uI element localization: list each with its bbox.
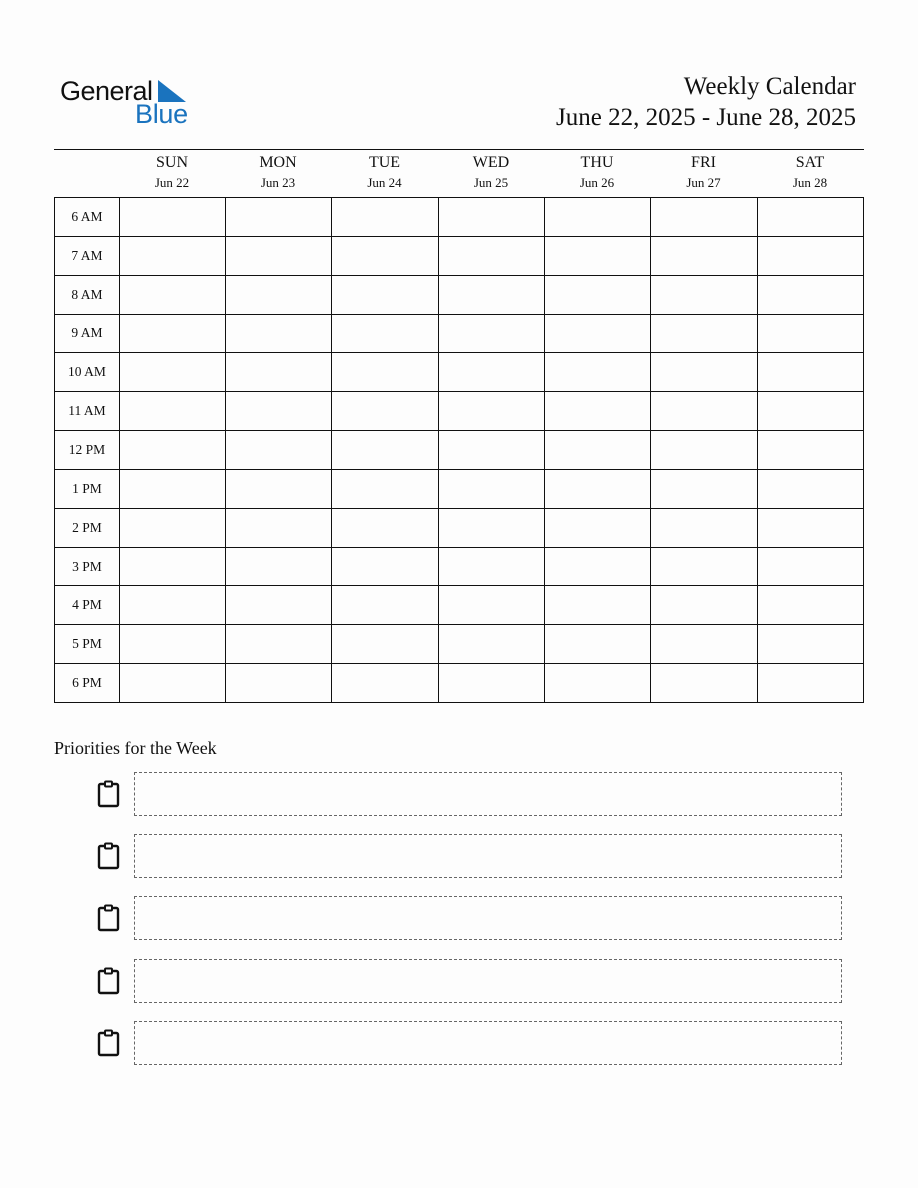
day-header-wed — [438, 152, 544, 196]
day-header-sat — [757, 152, 863, 196]
calendar-cell-tue[interactable] — [332, 392, 439, 431]
calendar-cell-thu[interactable] — [545, 353, 651, 392]
time-label: 1 PM — [55, 469, 120, 508]
calendar-cell-thu[interactable] — [545, 275, 651, 314]
time-row — [55, 275, 864, 314]
calendar-cell-sat[interactable] — [758, 236, 864, 275]
calendar-cell-fri[interactable] — [651, 314, 758, 353]
time-row — [55, 508, 864, 547]
calendar-cell-sun[interactable] — [120, 392, 226, 431]
calendar-cell-wed[interactable] — [439, 586, 545, 625]
calendar-cell-wed[interactable] — [439, 625, 545, 664]
calendar-grid — [54, 197, 864, 703]
calendar-cell-wed[interactable] — [439, 392, 545, 431]
time-label: 8 AM — [55, 275, 120, 314]
time-row — [55, 431, 864, 470]
calendar-cell-sun[interactable] — [120, 625, 226, 664]
day-header-fri — [650, 152, 757, 196]
calendar-cell-wed[interactable] — [439, 198, 545, 237]
calendar-cell-sat[interactable] — [758, 625, 864, 664]
calendar-cell-mon[interactable] — [226, 625, 332, 664]
logo-text-general: General — [60, 76, 153, 106]
header — [556, 72, 856, 134]
calendar-cell-wed[interactable] — [439, 314, 545, 353]
calendar-cell-sat[interactable] — [758, 353, 864, 392]
calendar-cell-sun[interactable] — [120, 547, 226, 586]
time-label: 11 AM — [55, 392, 120, 431]
header-divider — [54, 149, 864, 150]
time-row — [55, 198, 864, 237]
calendar-cell-fri[interactable] — [651, 431, 758, 470]
priority-input[interactable] — [134, 834, 842, 878]
date-range: June 22, 2025 - June 28, 2025 — [556, 104, 856, 131]
calendar-cell-tue[interactable] — [332, 469, 439, 508]
calendar-cell-tue[interactable] — [332, 236, 439, 275]
calendar-cell-mon[interactable] — [226, 469, 332, 508]
calendar-cell-fri[interactable] — [651, 469, 758, 508]
calendar-cell-fri[interactable] — [651, 392, 758, 431]
time-label: 4 PM — [55, 586, 120, 625]
clipboard-icon — [96, 1029, 122, 1057]
priority-item — [96, 959, 842, 1003]
day-name: SUN — [155, 154, 188, 171]
day-name: THU — [580, 154, 614, 171]
priority-input[interactable] — [134, 1021, 842, 1065]
calendar-cell-sat[interactable] — [758, 469, 864, 508]
calendar-cell-wed[interactable] — [439, 431, 545, 470]
calendar-cell-sun[interactable] — [120, 469, 226, 508]
calendar-cell-wed[interactable] — [439, 236, 545, 275]
calendar-cell-mon[interactable] — [226, 431, 332, 470]
time-row — [55, 392, 864, 431]
calendar-cell-sun[interactable] — [120, 586, 226, 625]
time-label: 6 PM — [55, 664, 120, 703]
calendar-cell-thu[interactable] — [545, 664, 651, 703]
calendar-cell-tue[interactable] — [332, 198, 439, 237]
calendar-cell-thu[interactable] — [545, 469, 651, 508]
calendar-cell-wed[interactable] — [439, 508, 545, 547]
time-row — [55, 625, 864, 664]
calendar-cell-thu[interactable] — [545, 236, 651, 275]
day-date: Jun 25 — [473, 175, 509, 190]
clipboard-icon — [96, 780, 122, 808]
calendar-cell-sun[interactable] — [120, 314, 226, 353]
priority-input[interactable] — [134, 896, 842, 940]
page-title: Weekly Calendar — [683, 73, 856, 100]
priority-item — [96, 1021, 842, 1065]
day-name: WED — [472, 154, 510, 171]
calendar-cell-thu[interactable] — [545, 586, 651, 625]
calendar-cell-thu[interactable] — [545, 547, 651, 586]
priority-item — [96, 772, 842, 816]
calendar-cell-mon[interactable] — [226, 547, 332, 586]
day-date: Jun 26 — [579, 175, 615, 190]
priority-input[interactable] — [134, 772, 842, 816]
calendar-cell-sat[interactable] — [758, 392, 864, 431]
calendar-cell-tue[interactable] — [332, 508, 439, 547]
calendar-cell-tue[interactable] — [332, 625, 439, 664]
time-label: 12 PM — [55, 431, 120, 470]
calendar-cell-mon[interactable] — [226, 275, 332, 314]
calendar-cell-mon[interactable] — [226, 664, 332, 703]
calendar-cell-fri[interactable] — [651, 275, 758, 314]
calendar-cell-tue[interactable] — [332, 314, 439, 353]
calendar-cell-mon[interactable] — [226, 586, 332, 625]
calendar-cell-sun[interactable] — [120, 353, 226, 392]
time-label: 3 PM — [55, 547, 120, 586]
calendar-cell-thu[interactable] — [545, 508, 651, 547]
calendar-cell-sun[interactable] — [120, 275, 226, 314]
calendar-cell-tue[interactable] — [332, 664, 439, 703]
priority-item — [96, 834, 842, 878]
calendar-cell-fri[interactable] — [651, 198, 758, 237]
calendar-cell-sun[interactable] — [120, 431, 226, 470]
logo-text-blue: Blue — [135, 99, 188, 129]
day-date: Jun 24 — [367, 175, 402, 190]
priority-input[interactable] — [134, 959, 842, 1003]
day-header-mon — [225, 152, 331, 196]
calendar-cell-tue[interactable] — [332, 547, 439, 586]
time-row — [55, 469, 864, 508]
time-label: 9 AM — [55, 314, 120, 353]
calendar-cell-fri[interactable] — [651, 664, 758, 703]
time-row — [55, 236, 864, 275]
calendar-cell-sun[interactable] — [120, 236, 226, 275]
day-name: MON — [259, 154, 297, 171]
time-row — [55, 586, 864, 625]
day-date: Jun 27 — [686, 175, 721, 190]
priorities-title: Priorities for the Week — [54, 738, 217, 758]
day-date: Jun 23 — [260, 175, 296, 190]
day-name: SAT — [795, 154, 825, 171]
calendar-cell-thu[interactable] — [545, 625, 651, 664]
calendar-cell-sun[interactable] — [120, 508, 226, 547]
calendar-cell-thu[interactable] — [545, 431, 651, 470]
day-name: FRI — [691, 154, 716, 171]
time-label: 2 PM — [55, 508, 120, 547]
time-row — [55, 664, 864, 703]
day-header-tue — [331, 152, 438, 196]
calendar-cell-mon[interactable] — [226, 236, 332, 275]
calendar-cell-sat[interactable] — [758, 508, 864, 547]
time-label: 7 AM — [55, 236, 120, 275]
calendar-cell-wed[interactable] — [439, 275, 545, 314]
general-blue-logo — [60, 74, 200, 130]
calendar-cell-sat[interactable] — [758, 314, 864, 353]
time-row — [55, 314, 864, 353]
priority-item — [96, 896, 842, 940]
time-row — [55, 353, 864, 392]
calendar-cell-fri[interactable] — [651, 236, 758, 275]
calendar-cell-tue[interactable] — [332, 586, 439, 625]
clipboard-icon — [96, 904, 122, 932]
calendar-cell-tue[interactable] — [332, 431, 439, 470]
day-date: Jun 28 — [792, 175, 828, 190]
calendar-cell-fri[interactable] — [651, 586, 758, 625]
calendar-cell-tue[interactable] — [332, 353, 439, 392]
calendar-cell-sat[interactable] — [758, 586, 864, 625]
calendar-cell-fri[interactable] — [651, 547, 758, 586]
calendar-cell-thu[interactable] — [545, 314, 651, 353]
calendar-cell-mon[interactable] — [226, 353, 332, 392]
day-header-thu — [544, 152, 650, 196]
calendar-cell-sat[interactable] — [758, 275, 864, 314]
calendar-cell-thu[interactable] — [545, 198, 651, 237]
calendar-cell-sun[interactable] — [120, 664, 226, 703]
time-label: 10 AM — [55, 353, 120, 392]
calendar-cell-mon[interactable] — [226, 508, 332, 547]
clipboard-icon — [96, 967, 122, 995]
calendar-cell-sat[interactable] — [758, 664, 864, 703]
calendar-cell-wed[interactable] — [439, 353, 545, 392]
calendar-cell-fri[interactable] — [651, 508, 758, 547]
calendar-cell-mon[interactable] — [226, 392, 332, 431]
calendar-cell-wed[interactable] — [439, 469, 545, 508]
calendar-cell-sat[interactable] — [758, 198, 864, 237]
calendar-cell-mon[interactable] — [226, 198, 332, 237]
calendar-cell-fri[interactable] — [651, 353, 758, 392]
time-label: 5 PM — [55, 625, 120, 664]
calendar-cell-wed[interactable] — [439, 547, 545, 586]
clipboard-icon — [96, 842, 122, 870]
calendar-cell-sat[interactable] — [758, 547, 864, 586]
calendar-cell-thu[interactable] — [545, 392, 651, 431]
calendar-cell-sat[interactable] — [758, 431, 864, 470]
day-date: Jun 22 — [154, 175, 190, 190]
day-header-sun — [119, 152, 225, 196]
calendar-cell-fri[interactable] — [651, 625, 758, 664]
time-row — [55, 547, 864, 586]
time-label: 6 AM — [55, 198, 120, 237]
calendar-cell-sun[interactable] — [120, 198, 226, 237]
calendar-cell-tue[interactable] — [332, 275, 439, 314]
calendar-cell-mon[interactable] — [226, 314, 332, 353]
calendar-cell-wed[interactable] — [439, 664, 545, 703]
day-name: TUE — [368, 154, 401, 171]
